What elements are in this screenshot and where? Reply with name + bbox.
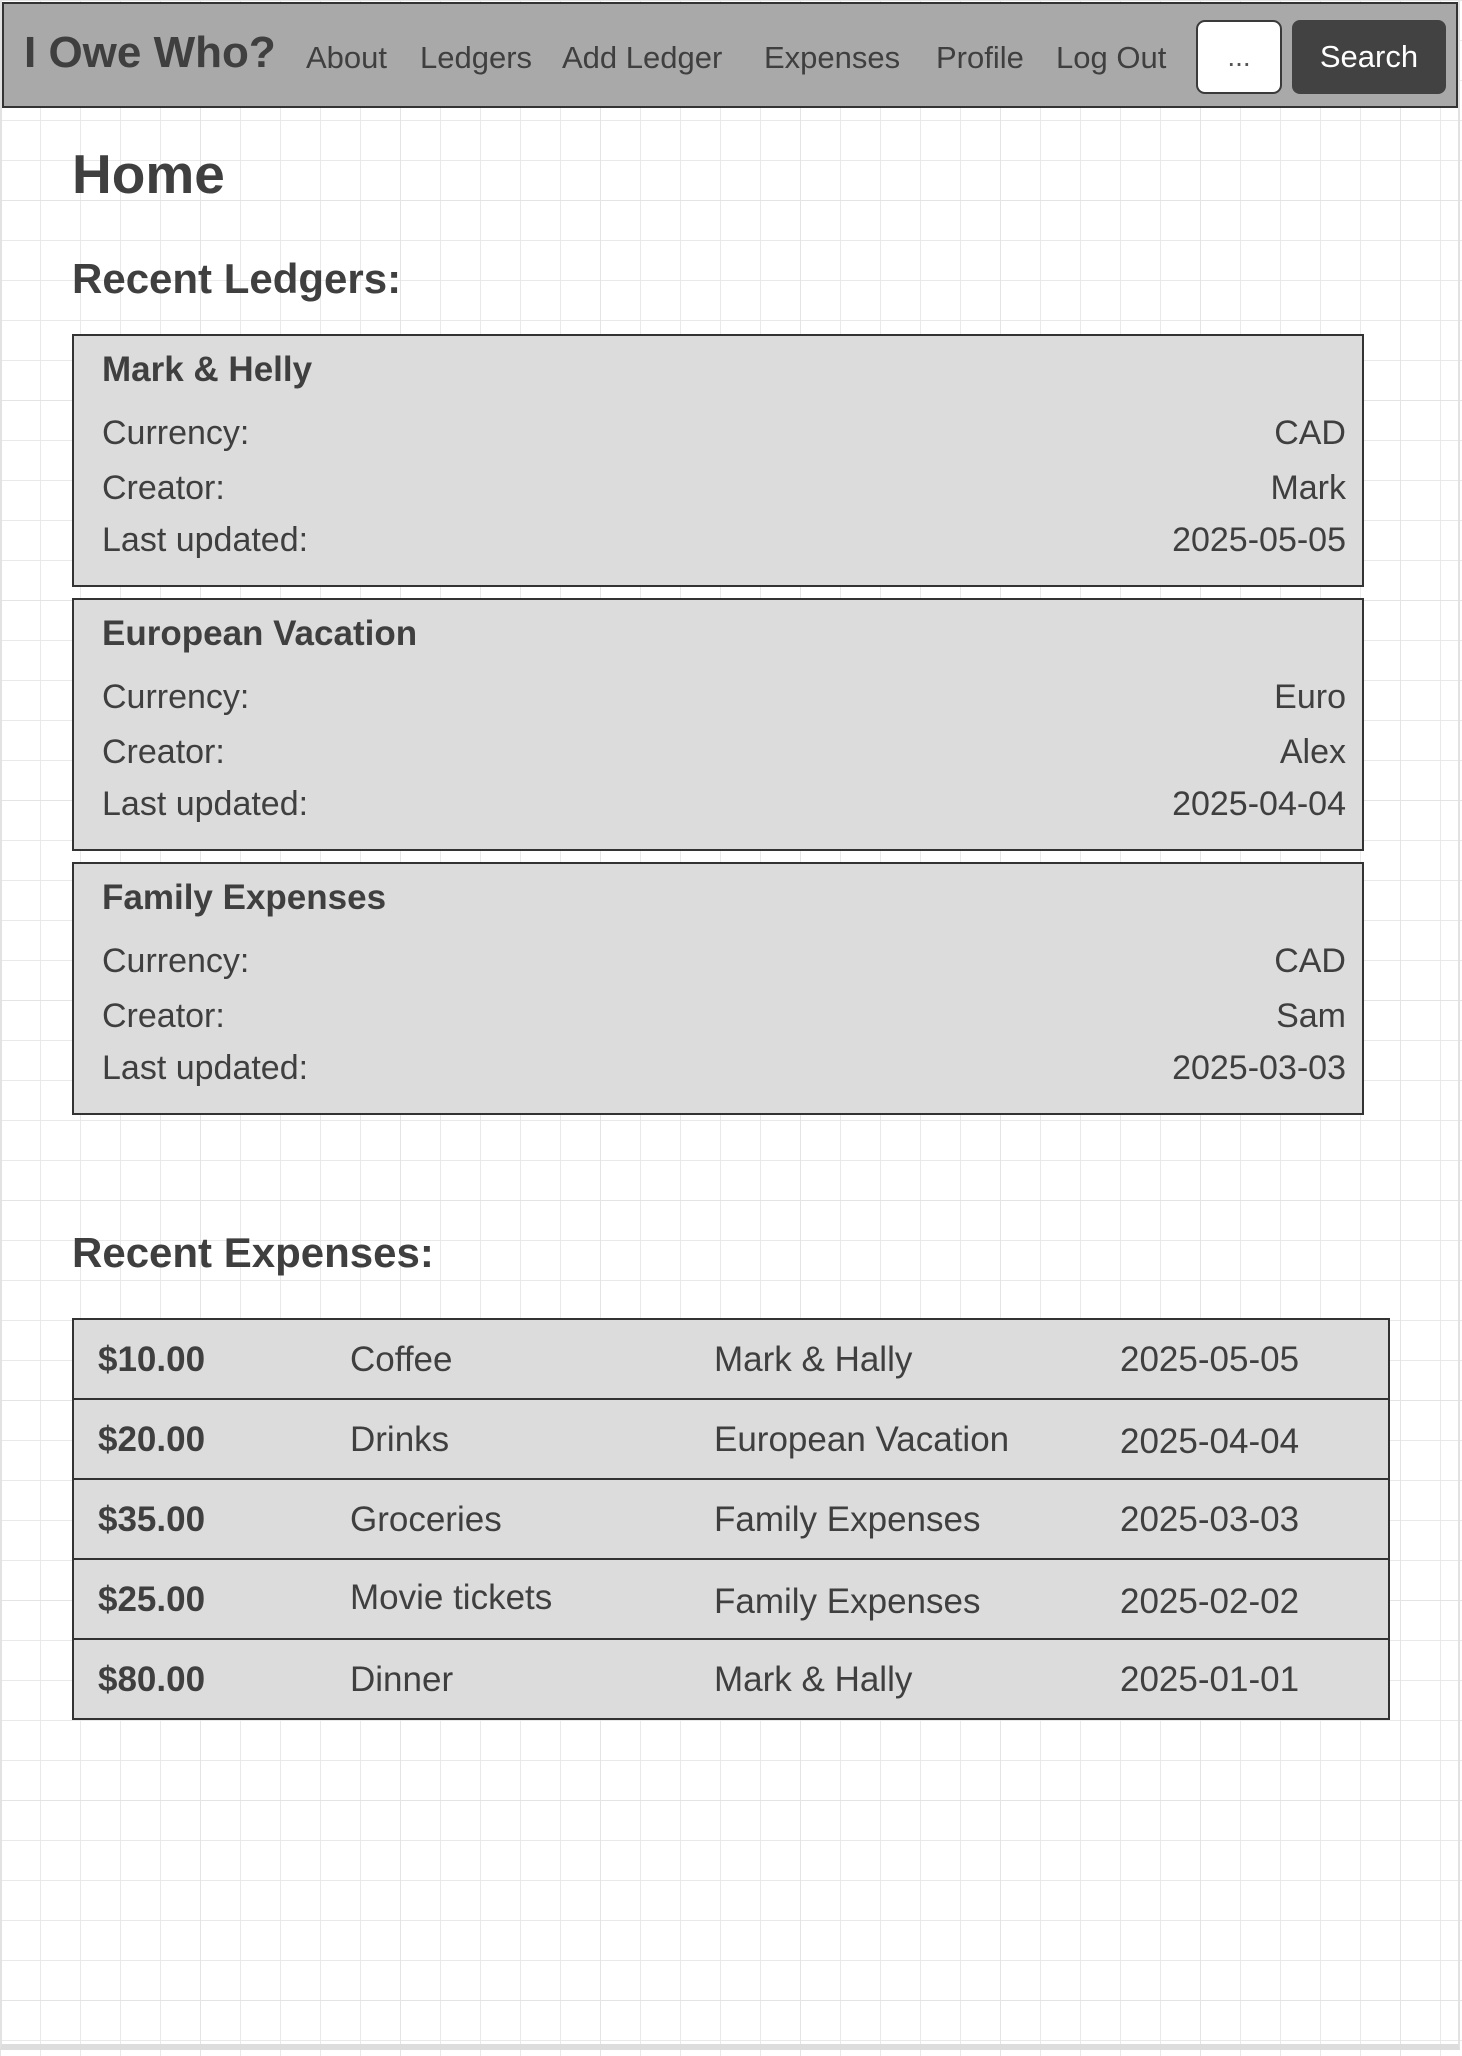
creator-label: Creator: bbox=[102, 469, 225, 507]
expense-description: Coffee bbox=[350, 1340, 453, 1379]
table-row[interactable] bbox=[74, 1320, 1388, 1398]
expense-ledger: Mark & Hally bbox=[714, 1660, 913, 1699]
expense-description: Drinks bbox=[350, 1420, 450, 1459]
currency-value: Euro bbox=[1274, 678, 1346, 716]
creator-label: Creator: bbox=[102, 733, 225, 771]
last-updated-value: 2025-03-03 bbox=[1172, 1049, 1346, 1087]
expense-description: Groceries bbox=[350, 1500, 502, 1539]
creator-value: Alex bbox=[1279, 733, 1346, 771]
creator-label: Creator: bbox=[102, 997, 225, 1035]
expense-description: Dinner bbox=[350, 1660, 454, 1699]
expense-date: 2025-03-03 bbox=[1120, 1500, 1300, 1539]
nav-link-ledgers[interactable]: Ledgers bbox=[420, 40, 533, 75]
expenses-table bbox=[72, 1318, 1390, 1720]
expense-ledger: Family Expenses bbox=[714, 1582, 981, 1621]
currency-label: Currency: bbox=[102, 942, 250, 980]
currency-label: Currency: bbox=[102, 414, 250, 452]
last-updated-label: Last updated: bbox=[102, 521, 309, 559]
expense-ledger: European Vacation bbox=[714, 1420, 1010, 1459]
ledger-last-updated-row bbox=[102, 1049, 1346, 1088]
expense-ledger: Mark & Hally bbox=[714, 1340, 913, 1379]
expense-description: Movie tickets bbox=[350, 1578, 553, 1617]
currency-label: Currency: bbox=[102, 678, 250, 716]
ledger-card[interactable] bbox=[72, 598, 1364, 851]
brand-title[interactable]: I Owe Who? bbox=[24, 28, 276, 77]
nav-link-about[interactable]: About bbox=[306, 40, 388, 75]
ledger-creator-row bbox=[102, 997, 1346, 1036]
expense-amount: $10.00 bbox=[98, 1340, 206, 1379]
expense-amount: $25.00 bbox=[98, 1580, 206, 1619]
last-updated-label: Last updated: bbox=[102, 1049, 309, 1087]
ledger-card[interactable] bbox=[72, 862, 1364, 1115]
last-updated-value: 2025-05-05 bbox=[1172, 521, 1346, 559]
ledger-last-updated-row bbox=[102, 521, 1346, 560]
ledger-currency-row bbox=[102, 678, 1346, 717]
nav-link-log-out[interactable]: Log Out bbox=[1056, 40, 1167, 75]
recent-expenses-heading: Recent Expenses: bbox=[72, 1229, 434, 1276]
table-row[interactable] bbox=[74, 1398, 1388, 1478]
expense-date: 2025-05-05 bbox=[1120, 1340, 1300, 1379]
expense-date: 2025-01-01 bbox=[1120, 1660, 1300, 1699]
navbar bbox=[2, 2, 1458, 108]
ledger-creator-row bbox=[102, 469, 1346, 508]
nav-link-profile[interactable]: Profile bbox=[936, 40, 1024, 75]
ledger-last-updated-row bbox=[102, 785, 1346, 824]
expense-date: 2025-02-02 bbox=[1120, 1582, 1300, 1621]
expense-date: 2025-04-04 bbox=[1120, 1422, 1300, 1461]
last-updated-label: Last updated: bbox=[102, 785, 309, 823]
currency-value: CAD bbox=[1274, 942, 1346, 980]
creator-value: Sam bbox=[1276, 997, 1346, 1035]
creator-value: Mark bbox=[1270, 469, 1346, 507]
currency-value: CAD bbox=[1274, 414, 1346, 452]
page-title: Home bbox=[72, 143, 225, 205]
table-row[interactable] bbox=[74, 1558, 1388, 1638]
table-row[interactable] bbox=[74, 1478, 1388, 1558]
ledger-currency-row bbox=[102, 414, 1346, 453]
search-button[interactable]: Search bbox=[1292, 20, 1446, 94]
ledger-name: Mark & Helly bbox=[102, 350, 313, 389]
expense-ledger: Family Expenses bbox=[714, 1500, 981, 1539]
expense-amount: $80.00 bbox=[98, 1660, 206, 1699]
ledger-name: Family Expenses bbox=[102, 878, 387, 917]
table-row[interactable] bbox=[74, 1638, 1388, 1718]
ledger-creator-row bbox=[102, 733, 1346, 772]
expense-amount: $35.00 bbox=[98, 1500, 206, 1539]
nav-link-add-ledger[interactable]: Add Ledger bbox=[562, 40, 723, 75]
ledger-card[interactable] bbox=[72, 334, 1364, 587]
search-input[interactable] bbox=[1196, 20, 1282, 94]
expense-amount: $20.00 bbox=[98, 1420, 206, 1459]
nav-link-expenses[interactable]: Expenses bbox=[764, 40, 901, 75]
recent-ledgers-heading: Recent Ledgers: bbox=[72, 255, 402, 302]
last-updated-value: 2025-04-04 bbox=[1172, 785, 1346, 823]
ledger-currency-row bbox=[102, 942, 1346, 981]
ledger-name: European Vacation bbox=[102, 614, 418, 653]
